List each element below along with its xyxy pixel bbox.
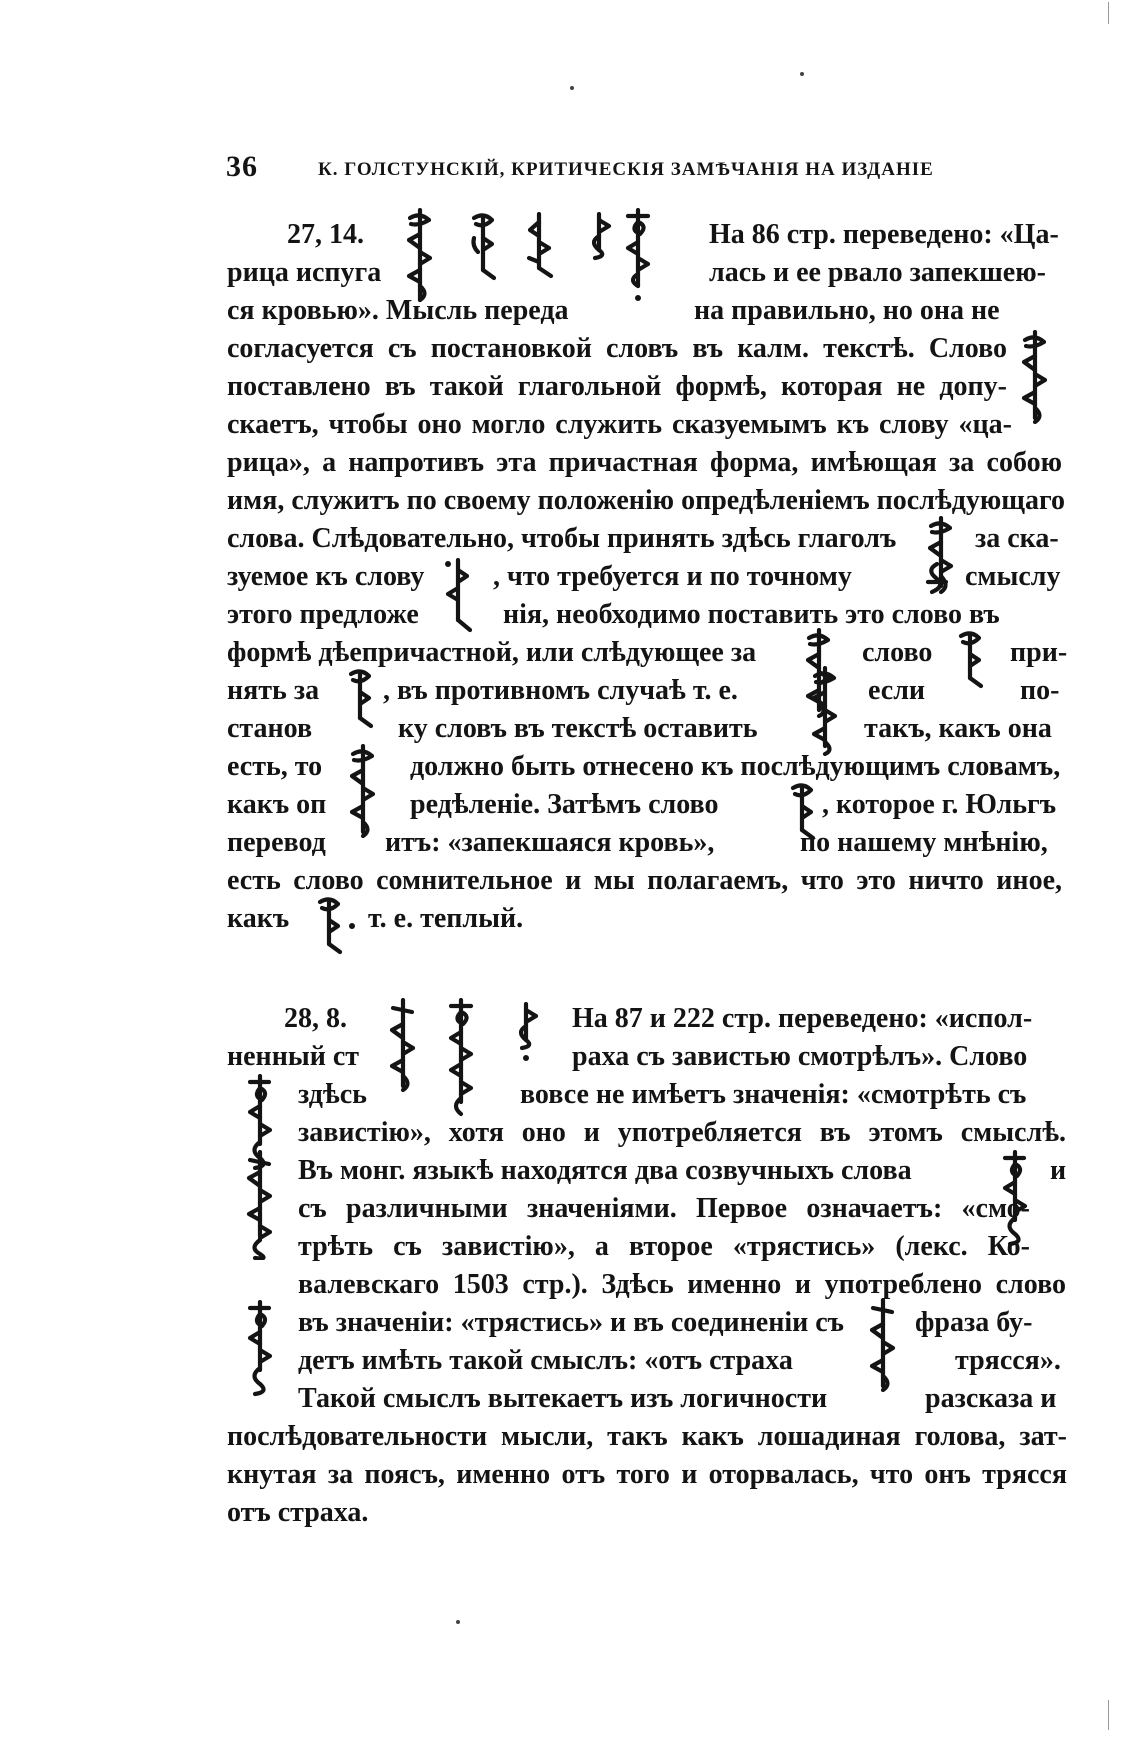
mongolian-word-s2-2 [445, 998, 477, 1118]
page-edge-mark [1108, 2, 1109, 24]
mongolian-word-2 [468, 212, 498, 282]
text-line: по- [1020, 675, 1060, 706]
mongolian-word-s2-1 [388, 998, 418, 1094]
text-line: должно быть отнесено къ послѣдующимъ словамъ, [410, 751, 1061, 782]
text-line: такъ, какъ она [864, 713, 1052, 744]
text-line: вовсе не имѣетъ значенія: «смотрѣть съ [520, 1079, 1027, 1110]
text-line: если [868, 675, 926, 706]
text-line: имя, служитъ по своему положенію опредѣленіемъ послѣдующаго [227, 485, 1065, 516]
text-line: этого предложе [227, 599, 419, 630]
text-line: какъ [227, 903, 290, 934]
text-line: т. е. теплый. [368, 903, 524, 934]
text-line: послѣдовательности мысли, такъ какъ лошадиная голова, зат- [227, 1421, 1067, 1452]
running-title: К. ГОЛСТУНСКІЙ, КРИТИЧЕСКІЯ ЗАМѢЧАНІЯ НА ИЗДАНІЕ [318, 159, 934, 180]
mongolian-word-s2-3 [512, 1002, 542, 1062]
mongolian-word-s2-margin-2 [245, 1150, 275, 1260]
mongolian-word-blood [955, 630, 985, 690]
mongolian-word-s2-phrase [868, 1298, 898, 1398]
text-line: , въ противномъ случаѣ т. е. [383, 675, 738, 706]
text-line: станов [227, 713, 313, 744]
text-line: слово [862, 637, 933, 668]
text-line: есть, то [227, 751, 323, 782]
mongolian-word-should [348, 744, 378, 840]
text-line: за ска- [975, 523, 1059, 554]
text-line: согласуется съ постановкой словъ въ калм. текстѣ. Слово [227, 333, 1007, 364]
text-line: На 87 и 222 стр. переведено: «испол- [572, 1003, 1033, 1034]
mongolian-word-blood-2 [345, 668, 375, 730]
text-line: есть слово сомнительное и мы полагаемъ, что это ничто иное, [227, 865, 1062, 896]
text-line: ся кровью». Мысль переда [227, 295, 569, 326]
text-line: поставлено въ такой глагольной формѣ, которая не допу- [227, 371, 1007, 402]
text-line: редѣленіе. Затѣмъ слово [410, 789, 719, 820]
text-line: рица испуга [227, 257, 382, 288]
mongolian-word-warm [314, 896, 358, 958]
text-line: скаетъ, чтобы оно могло служить сказуемымъ къ слову «ца- [227, 409, 1012, 440]
mongolian-word-tsaritsa [443, 558, 473, 634]
text-line: кнутая за поясъ, именно отъ того и оторвалась, что онъ трясся [227, 1459, 1067, 1490]
text-line: по нашему мнѣнію, [800, 827, 1048, 858]
mongolian-word-4 [585, 212, 615, 262]
page-edge-mark [1108, 1700, 1109, 1730]
entry-ref: 27, 14. [287, 219, 364, 250]
text-line: Такой смыслъ вытекаетъ изъ логичности [298, 1383, 828, 1414]
mongolian-word-s2-margin-3 [245, 1300, 275, 1400]
mongolian-word-esli [810, 666, 840, 756]
mongolian-word-margin [1020, 330, 1050, 426]
text-line: рица», а напротивъ эта причастная форма, имѣющая за собою [227, 447, 1062, 478]
scan-speck [800, 72, 804, 76]
mongolian-word-suffix [922, 560, 952, 600]
text-line: детъ имѣть такой смыслъ: «отъ страха [298, 1345, 793, 1376]
scan-speck [570, 86, 574, 90]
text-line: , что требуется и по точному [493, 561, 852, 592]
text-line: завистію», хотя оно и употребляется въ этомъ смыслѣ. [298, 1117, 1066, 1148]
text-line: лась и ее рвало запекшею- [709, 257, 1046, 288]
text-line: раха съ завистью смотрѣлъ». Слово [572, 1041, 1028, 1072]
text-line: трясся». [955, 1345, 1061, 1376]
text-line: и [1050, 1155, 1067, 1186]
text-line: здѣсь [298, 1079, 367, 1110]
entry-ref: 28, 8. [284, 1003, 347, 1034]
page-header [226, 150, 1056, 190]
mongolian-word-1 [405, 208, 435, 304]
text-line: нія, необходимо поставить это слово въ [503, 599, 1000, 630]
text-line: зуемое къ слову [227, 561, 425, 592]
text-line: , которое г. Юльгъ [822, 789, 1057, 820]
mongolian-word-5 [622, 208, 654, 308]
text-line: съ различными значеніями. Первое означаетъ: «смо- [298, 1193, 1030, 1224]
text-line: перевод [227, 827, 326, 858]
text-line: слова. Слѣдовательно, чтобы принять здѣсь глаголъ [227, 523, 897, 554]
text-line: формѣ дѣепричастной, или слѣдующее за [227, 637, 757, 668]
mongolian-word-3 [525, 212, 555, 282]
text-line: Въ монг. языкѣ находятся два созвучныхъ слова [298, 1155, 912, 1186]
text-line: ненный ст [227, 1041, 360, 1072]
text-line: при- [1010, 637, 1068, 668]
text-line: трѣть съ завистію», а второе «трястись» (лекс. Ко- [298, 1231, 1030, 1262]
text-line: отъ страха. [227, 1497, 369, 1528]
scan-speck [456, 1620, 460, 1624]
text-line: итъ: «запекшаяся кровь», [385, 827, 715, 858]
text-line: На 86 стр. переведено: «Ца- [709, 219, 1059, 250]
text-line: въ значеніи: «трястись» и въ соединеніи съ [298, 1307, 844, 1338]
text-line: смыслу [965, 561, 1061, 592]
text-line: какъ оп [227, 789, 327, 820]
text-line: валевскаго 1503 стр.). Здѣсь именно и употреблено слово [298, 1269, 1066, 1300]
text-line: разсказа и [925, 1383, 1057, 1414]
text-line: на правильно, но она не [694, 295, 1000, 326]
page-number: 36 [226, 150, 258, 183]
text-line: нять за [227, 675, 320, 706]
text-line: ку словъ въ текстѣ оставить [398, 713, 758, 744]
text-line: фраза бу- [915, 1307, 1033, 1338]
